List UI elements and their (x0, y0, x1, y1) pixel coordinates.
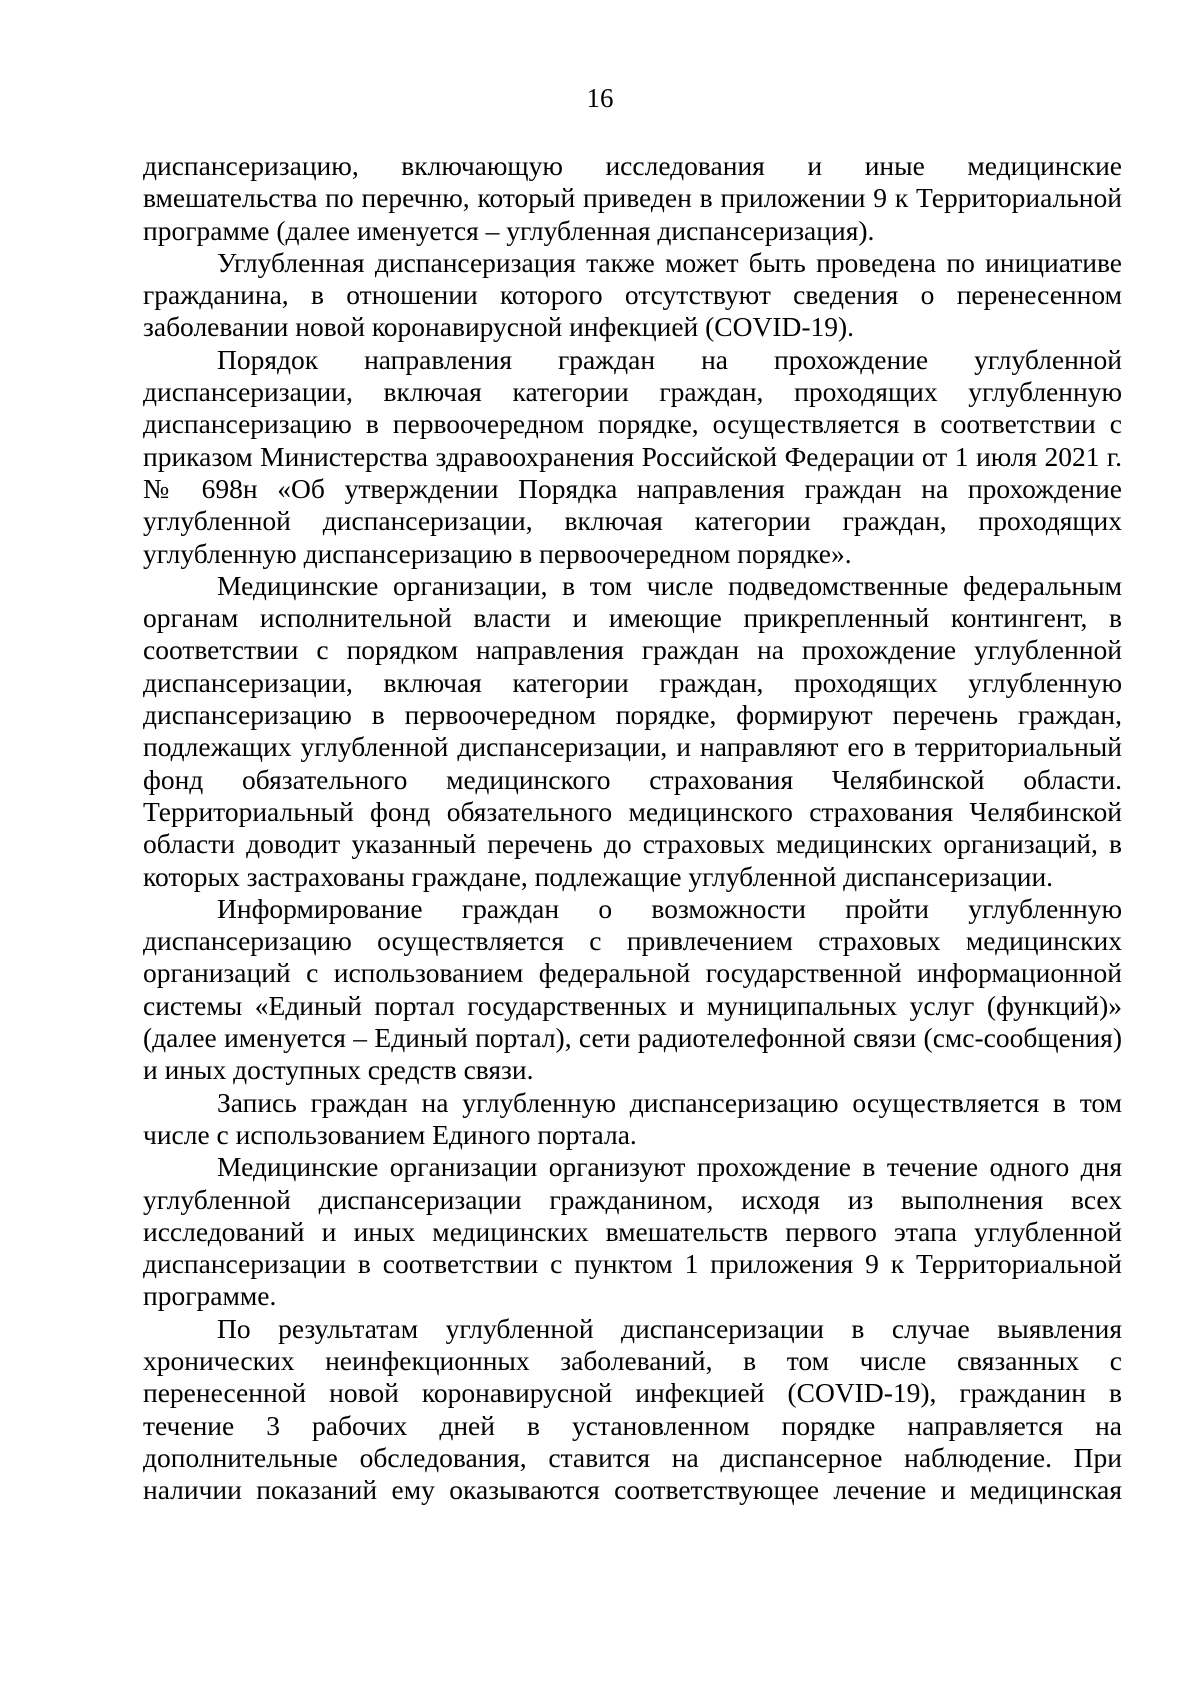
paragraph: Медицинские организации, в том числе подведомственные федеральным органам исполнительной власти и имеющие прикрепленный контингент, в соответствии с порядком направления граждан на прохождение углубленной диспансеризации, включая категории граждан, проходящих углубленную диспансеризацию в первоочередном порядке, формируют перечень граждан, подлежащих углубленной диспансеризации, и направляют его в территориальный фонд обязательного медицинского страхования Челябинской области. Территориальный фонд обязательного медицинского страхования Челябинской области доводит указанный перечень до страховых медицинских организаций, в которых застрахованы граждане, подлежащие углубленной диспансеризации. (143, 569, 1122, 892)
page-number: 16 (586, 83, 614, 113)
paragraph-continuation: диспансеризацию, включающую исследования и иные медицинские вмешательства по перечню, который приведен в приложении 9 к Территориальной программе (далее именуется – углубленная диспансеризация). (143, 150, 1122, 246)
paragraph: Информирование граждан о возможности пройти углубленную диспансеризацию осуществляется с привлечением страховых медицинских организаций с использованием федеральной государственной информационной системы «Единый портал государственных и муниципальных услуг (функций)» (далее именуется – Единый портал), сети радиотелефонной связи (смс-сообщения) и иных доступных средств связи. (143, 892, 1122, 1086)
paragraph: Запись граждан на углубленную диспансеризацию осуществляется в том числе с использованием Единого портала. (143, 1086, 1122, 1150)
document-body (143, 150, 1122, 1506)
paragraph: Порядок направления граждан на прохождение углубленной диспансеризации, включая категории граждан, проходящих углубленную диспансеризацию в первоочередном порядке, осуществляется в соответствии с приказом Министерства здравоохранения Российской Федерации от 1 июля 2021 г. № 698н «Об утверждении Порядка направления граждан на прохождение углубленной диспансеризации, включая категории граждан, проходящих углубленную диспансеризацию в первоочередном порядке». (143, 343, 1122, 569)
paragraph-continues-next-page: По результатам углубленной диспансеризации в случае выявления хронических неинфекционных заболеваний, в том числе связанных с перенесенной новой коронавирусной инфекцией (COVID-19), гражданин в течение 3 рабочих дней в установленном порядке направляется на дополнительные обследования, ставится на диспансерное наблюдение. При наличии показаний ему оказываются соответствующее лечение и медицинская (143, 1312, 1122, 1506)
paragraph: Углубленная диспансеризация также может быть проведена по инициативе гражданина, в отношении которого отсутствуют сведения о перенесенном заболевании новой коронавирусной инфекцией (COVID-19). (143, 246, 1122, 343)
paragraph: Медицинские организации организуют прохождение в течение одного дня углубленной диспансеризации гражданином, исходя из выполнения всех исследований и иных медицинских вмешательств первого этапа углубленной диспансеризации в соответствии с пунктом 1 приложения 9 к Территориальной программе. (143, 1151, 1122, 1312)
